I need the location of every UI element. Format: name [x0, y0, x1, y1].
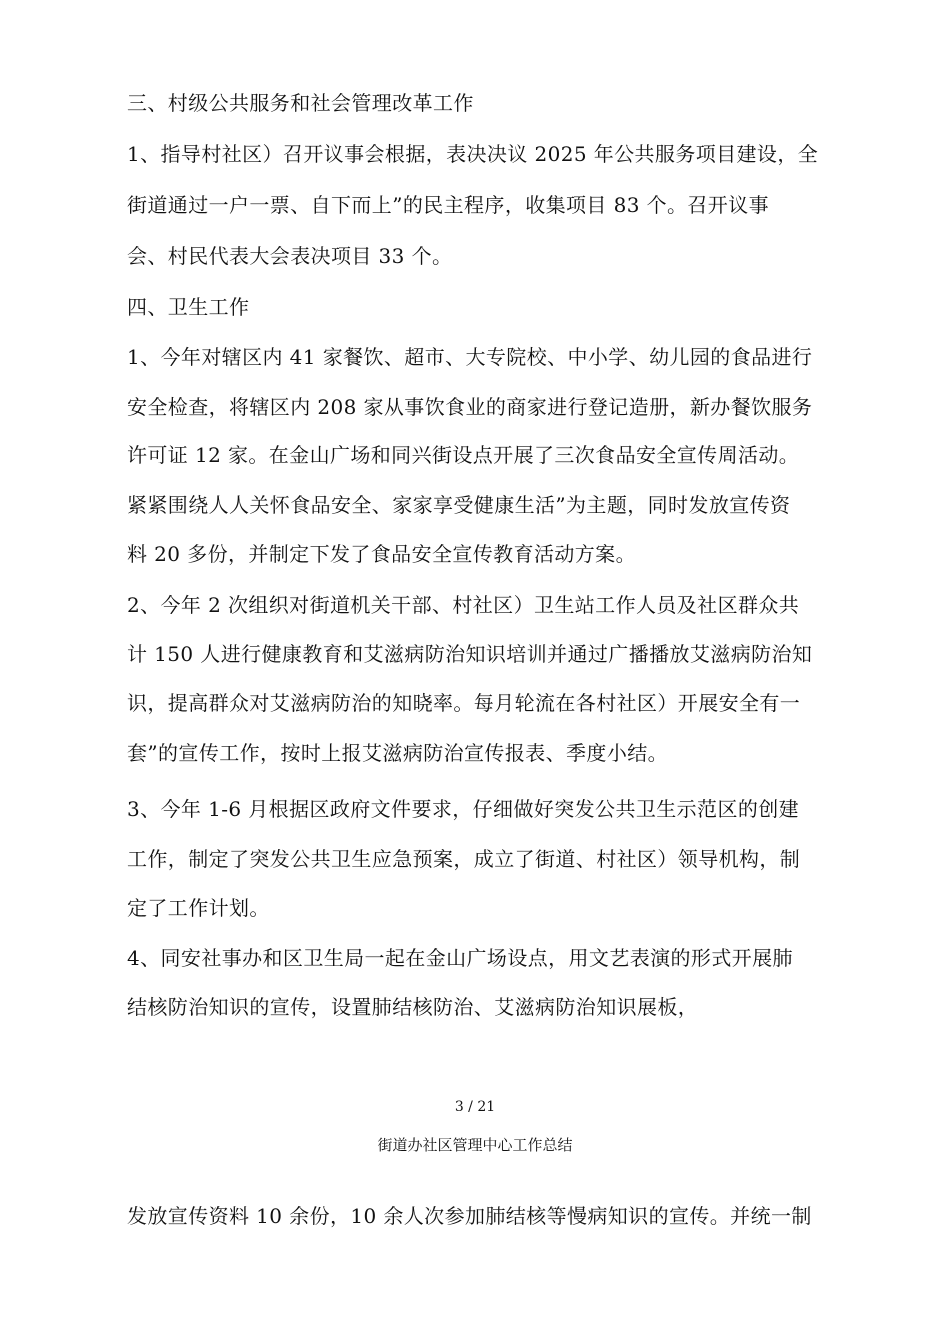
paragraph-line: 识，提高群众对艾滋病防治的知晓率。每月轮流在各村社区）开展安全有一 [127, 691, 801, 715]
page-number: 3 / 21 [454, 1099, 496, 1115]
paragraph-line: 套”的宣传工作，按时上报艾滋病防治宣传报表、季度小结。 [127, 741, 669, 765]
paragraph-line: 许可证 12 家。在金山广场和同兴街设点开展了三次食品安全宣传周活动。 [127, 443, 800, 467]
paragraph-line: 紧紧围绕人人关怀食品安全、家家享受健康生活”为主题，同时发放宣传资 [127, 493, 791, 517]
section-heading-3: 三、村级公共服务和社会管理改革工作 [127, 91, 474, 115]
paragraph-line: 定了工作计划。 [127, 896, 270, 920]
paragraph-line: 安全检查，将辖区内 208 家从事饮食业的商家进行登记造册，新办餐饮服务 [127, 395, 813, 419]
paragraph-line: 结核防治知识的宣传，设置肺结核防治、艾滋病防治知识展板， [127, 995, 699, 1019]
running-title: 街道办社区管理中心工作总结 [377, 1136, 573, 1154]
section-heading-4: 四、卫生工作 [127, 295, 250, 319]
paragraph-line: 工作，制定了突发公共卫生应急预案，成立了街道、村社区）领导机构，制 [127, 847, 801, 871]
paragraph-line: 2、今年 2 次组织对街道机关干部、村社区）卫生站工作人员及社区群众共 [127, 593, 800, 617]
paragraph-line: 发放宣传资料 10 余份，10 余人次参加肺结核等慢病知识的宣传。并统一制 [127, 1204, 812, 1228]
paragraph-line: 街道通过一户一票、自下而上”的民主程序，收集项目 83 个。召开议事 [127, 193, 769, 217]
paragraph-line: 1、今年对辖区内 41 家餐饮、超市、大专院校、中小学、幼儿园的食品进行 [127, 345, 813, 369]
paragraph-line: 3、今年 1-6 月根据区政府文件要求，仔细做好突发公共卫生示范区的创建 [127, 797, 800, 821]
paragraph-line: 料 20 多份，并制定下发了食品安全宣传教育活动方案。 [127, 542, 636, 566]
paragraph-line: 1、指导村社区）召开议事会根据，表决决议 2025 年公共服务项目建设，全 [127, 142, 819, 166]
paragraph-line: 会、村民代表大会表决项目 33 个。 [127, 244, 453, 268]
paragraph-line: 计 150 人进行健康教育和艾滋病防治知识培训并通过广播播放艾滋病防治知 [127, 642, 813, 666]
paragraph-line: 4、同安社事办和区卫生局一起在金山广场设点，用文艺表演的形式开展肺 [127, 946, 793, 970]
